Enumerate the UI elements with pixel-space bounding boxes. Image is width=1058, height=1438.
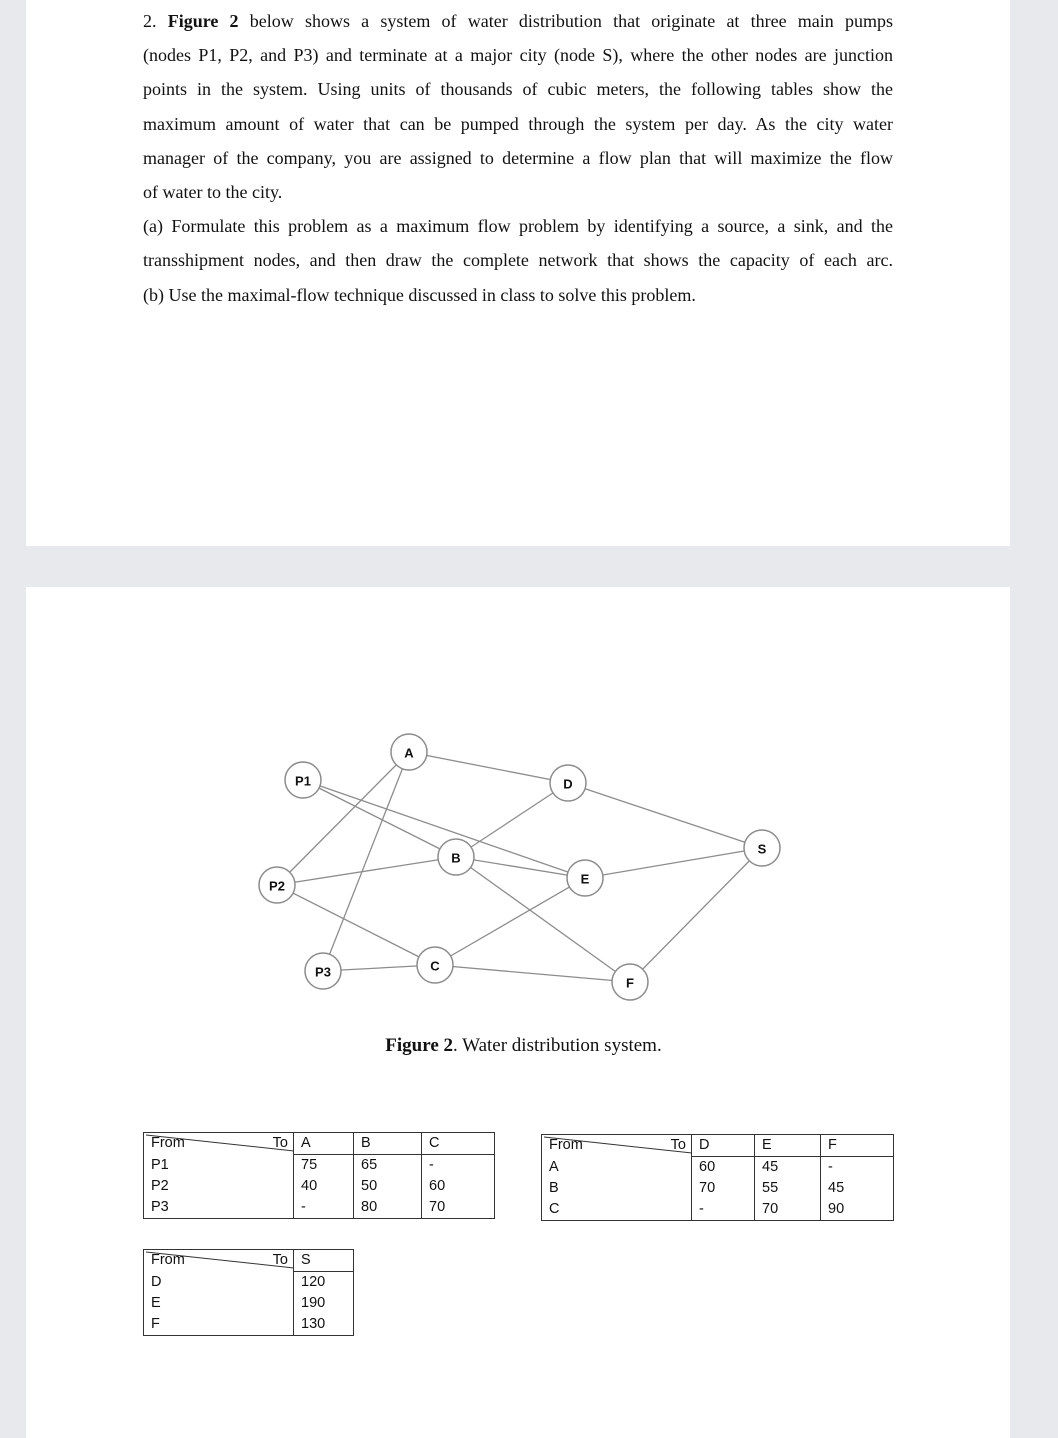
- to-label: To: [670, 1137, 686, 1153]
- table-header-row: [144, 1250, 354, 1272]
- node-b: [438, 839, 474, 875]
- table-cell: -: [692, 1199, 755, 1221]
- arc-c-f: [435, 965, 630, 982]
- network-diagram: [26, 587, 1010, 1067]
- arc-c-e: [435, 878, 585, 965]
- node-e: [567, 860, 603, 896]
- from-label: From: [151, 1252, 185, 1268]
- table-cell: 55: [755, 1178, 821, 1199]
- arc-p1-b: [303, 780, 456, 857]
- caption-text: . Water distribution system.: [453, 1035, 662, 1056]
- row-label: A: [542, 1157, 692, 1179]
- node-c: [417, 947, 453, 983]
- table-cell: 50: [354, 1176, 422, 1197]
- to-label: To: [272, 1252, 288, 1268]
- table-row: [144, 1272, 354, 1294]
- table-header-row: [144, 1133, 495, 1155]
- table-cell: 70: [692, 1178, 755, 1199]
- node-d: [550, 765, 586, 801]
- capacity-table-city: [143, 1249, 354, 1336]
- node-label: D: [563, 776, 573, 792]
- table-cell: -: [294, 1197, 354, 1219]
- table-row: [144, 1176, 495, 1197]
- column-header: C: [422, 1133, 495, 1155]
- arc-e-s: [585, 848, 762, 878]
- table-cell: 80: [354, 1197, 422, 1219]
- row-label: P3: [144, 1197, 294, 1219]
- node-p3: [305, 953, 341, 989]
- column-header: A: [294, 1133, 354, 1155]
- problem-line-5: manager of the company, you are assigned to determine a flow plan that will maximize the flow: [143, 147, 893, 168]
- table-row: [542, 1199, 894, 1221]
- table-header-row: [542, 1135, 894, 1157]
- arc-d-s: [568, 783, 762, 848]
- problem-line-2: (nodes P1, P2, and P3) and terminate at a major city (node S), where the other nodes are junction: [143, 45, 893, 66]
- figure-caption: [26, 1035, 1010, 1057]
- row-label: P1: [144, 1155, 294, 1177]
- row-label: P2: [144, 1176, 294, 1197]
- table-cell: 190: [294, 1293, 354, 1314]
- arc-p3-a: [323, 752, 409, 971]
- problem-line-3: points in the system. Using units of thousands of cubic meters, the following tables show the: [143, 79, 893, 100]
- table-row: [144, 1293, 354, 1314]
- node-label: P2: [269, 878, 285, 894]
- node-label: F: [626, 975, 634, 991]
- node-label: A: [404, 745, 414, 761]
- table-cell: 45: [821, 1178, 894, 1199]
- table-row: [542, 1157, 894, 1179]
- node-f: [612, 964, 648, 1000]
- row-label: B: [542, 1178, 692, 1199]
- part-a-line-1: (a) Formulate this problem as a maximum flow problem by identifying a source, a sink, and the: [143, 216, 893, 237]
- capacity-table-pumps: [143, 1132, 495, 1219]
- table-cell: 60: [422, 1176, 495, 1197]
- table-row: [144, 1155, 495, 1177]
- node-p2: [259, 867, 295, 903]
- column-header: S: [294, 1250, 354, 1272]
- arc-f-s: [630, 848, 762, 982]
- from-to-header: [144, 1133, 294, 1155]
- document-page-1: [26, 0, 1010, 546]
- row-label: F: [144, 1314, 294, 1336]
- part-b: (b) Use the maximal-flow technique discussed in class to solve this problem.: [143, 284, 696, 305]
- arc-p2-c: [277, 885, 435, 965]
- row-label: E: [144, 1293, 294, 1314]
- table-row: [542, 1178, 894, 1199]
- table-cell: 70: [422, 1197, 495, 1219]
- node-label: B: [451, 850, 461, 866]
- to-label: To: [272, 1135, 288, 1151]
- column-header: E: [755, 1135, 821, 1157]
- table-cell: -: [821, 1157, 894, 1179]
- problem-line-4: maximum amount of water that can be pumped through the system per day. As the city water: [143, 113, 893, 134]
- problem-line-1: 2. Figure 2 below shows a system of water distribution that originate at three main pumps: [143, 11, 893, 31]
- node-a: [391, 734, 427, 770]
- arc-b-d: [456, 783, 568, 857]
- from-to-header: [144, 1250, 294, 1272]
- table-cell: 130: [294, 1314, 354, 1336]
- node-p1: [285, 762, 321, 798]
- table-cell: -: [422, 1155, 495, 1177]
- column-header: D: [692, 1135, 755, 1157]
- from-label: From: [151, 1135, 185, 1151]
- row-label: D: [144, 1272, 294, 1294]
- document-page-2: [26, 587, 1010, 1438]
- arc-b-e: [456, 857, 585, 878]
- problem-line-6: of water to the city.: [143, 182, 283, 203]
- caption-label: Figure 2: [385, 1035, 454, 1056]
- from-label: From: [549, 1137, 583, 1153]
- arc-a-d: [409, 752, 568, 783]
- table-cell: 65: [354, 1155, 422, 1177]
- table-cell: 45: [755, 1157, 821, 1179]
- row-label: C: [542, 1199, 692, 1221]
- table-cell: 120: [294, 1272, 354, 1294]
- table-cell: 70: [755, 1199, 821, 1221]
- node-label: P1: [295, 773, 311, 789]
- from-to-header: [542, 1135, 692, 1157]
- figure-reference: Figure 2: [167, 11, 239, 31]
- node-label: P3: [315, 964, 331, 980]
- column-header: B: [354, 1133, 422, 1155]
- part-a-line-2: transshipment nodes, and then draw the complete network that shows the capacity of each arc.: [143, 250, 893, 271]
- capacity-table-junctions: [541, 1134, 894, 1221]
- node-label: E: [580, 871, 590, 887]
- column-header: F: [821, 1135, 894, 1157]
- table-row: [144, 1314, 354, 1336]
- problem-statement: [143, 4, 893, 312]
- node-label: C: [430, 958, 440, 974]
- table-cell: 75: [294, 1155, 354, 1177]
- table-row: [144, 1197, 495, 1219]
- table-cell: 60: [692, 1157, 755, 1179]
- table-cell: 90: [821, 1199, 894, 1221]
- node-label: S: [757, 841, 767, 857]
- node-s: [744, 830, 780, 866]
- table-cell: 40: [294, 1176, 354, 1197]
- arc-b-f: [456, 857, 630, 982]
